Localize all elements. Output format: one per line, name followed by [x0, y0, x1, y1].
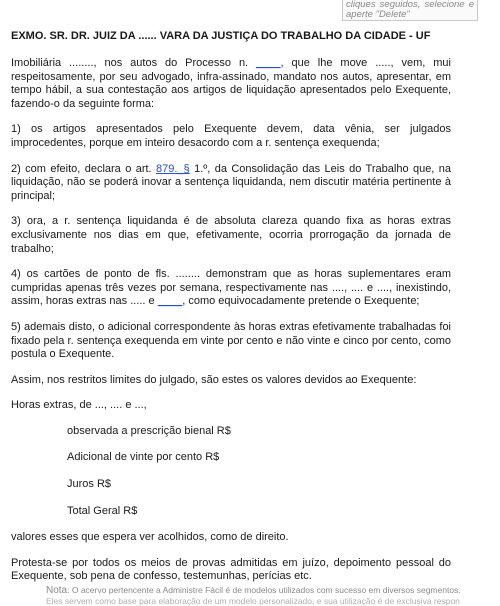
item-4-text-2: , como equivocadamente pretende o Exequente;	[182, 295, 420, 308]
process-number-field[interactable]: ____	[256, 57, 281, 69]
item-5: 5) ademais disto, o adicional correspondente às horas extras efetivamente trabalhadas foi fixado pela r. sentença exequenda em vinte por cento e não vinte e cinco por cento, como postula o Exequente.	[11, 320, 451, 361]
value-line-adicional: Adicional de vinte por cento R$	[67, 451, 220, 464]
footer-note	[46, 585, 486, 606]
item-4-text-1: 4) os cartões de ponto de fls. ........ demonstram que as horas suplementares eram cumpridas apenas três vezes por semana, respectivamente nas ...., .... e ...., inexistindo, assim, horas extras nas ..... e	[11, 268, 451, 308]
value-line-juros: Juros R$	[67, 478, 112, 491]
intro-text-1: Imobiliária ........, nos autos do Processo n.	[11, 57, 257, 69]
closing-paragraph-2: Protesta-se por todos os meios de provas admitidas em juízo, depoimento pessoal do Exequente, sob pena de confesso, testemunhas, perícias etc.	[11, 556, 451, 583]
note-line-2: Eles servem como base para elaboração de um modelo personalizado, e sua utilização é de exclusiva respon	[46, 596, 460, 606]
item-4	[11, 268, 451, 309]
value-line-prescricao: observada a prescrição bienal R$	[67, 424, 231, 437]
document-body	[11, 30, 451, 596]
item-2-text-1: 2) com efeito, declara o art.	[11, 162, 157, 175]
intro-text-2: , que lhe move ....., vem, mui respeitosamente, por seu advogado, infra-assinado, mandato nos autos, apresentar, em tempo hábil, a sua contestação aos artigos de liquidação apresentados pelo Exequente, fazendo-o da seguinte forma:	[11, 57, 451, 110]
item-2	[11, 163, 451, 204]
intro-paragraph	[11, 57, 451, 111]
value-line-total: Total Geral R$	[67, 504, 138, 517]
closing-paragraph-1: valores esses que espera ver acolhidos, como de direito.	[11, 531, 289, 544]
note-text: : O acervo pertencente a Administre Fácil é de modelos utilizados com sucesso em diversos segmentos.	[67, 585, 461, 595]
limits-paragraph: Assim, nos restritos limites do julgado, são estes os valores devidos ao Exequente:	[11, 373, 417, 386]
horas-extras-line: Horas extras, de ..., .... e ...,	[11, 399, 147, 412]
item-3: 3) ora, a r. sentença liquidanda é de absoluta clareza quando fixa as horas extras exclusivamente nos dias em que, efetivamente, ocorria prorrogação da jornada de trabalho;	[11, 215, 451, 255]
instruction-tooltip	[342, 0, 478, 21]
item-2-text-2: 1.º, da Consolidação das Leis do Trabalho que, na liquidação, não se poderá inovar a sentença liquidanda, nem discutir matéria pertinente à principal;	[11, 162, 452, 202]
tooltip-text: cliques seguidos, selecione e aperte "Delete"	[346, 0, 474, 20]
document-heading: EXMO. SR. DR. JUIZ DA ...... VARA DA JUSTIÇA DO TRABALHO DA CIDADE - UF	[11, 30, 431, 42]
date-field[interactable]: ____	[157, 295, 183, 308]
note-line-1	[46, 585, 486, 596]
item-1: 1) os artigos apresentados pelo Exequente devem, data vênia, ser julgados improcedentes, porque em inteiro desacordo com a r. sentença exequenda;	[11, 123, 451, 149]
note-label: Nota	[46, 585, 68, 596]
article-field[interactable]: 879._§	[156, 162, 190, 175]
